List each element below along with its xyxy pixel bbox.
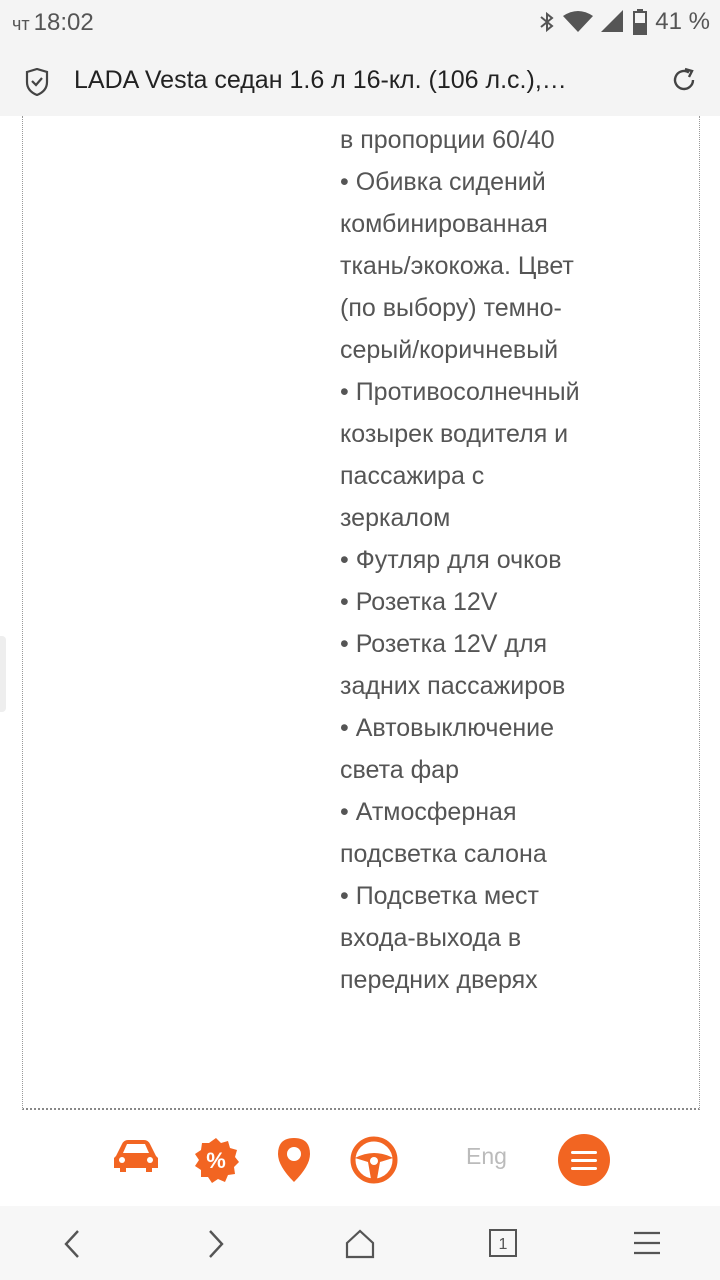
menu-line <box>571 1167 597 1170</box>
equipment-line: серый/коричневый <box>340 336 559 364</box>
browser-toolbar <box>0 1206 720 1280</box>
equipment-line: • Противосолнечный <box>340 378 580 406</box>
side-handle[interactable] <box>0 636 6 712</box>
equipment-line: в пропорции 60/40 <box>340 126 555 154</box>
car-icon[interactable] <box>112 1136 160 1176</box>
tabs-icon[interactable] <box>488 1228 518 1263</box>
equipment-line: (по выбору) темно- <box>340 294 562 322</box>
equipment-line: • Автовыключение <box>340 714 555 742</box>
menu-button[interactable] <box>558 1134 610 1186</box>
home-icon[interactable] <box>344 1228 376 1265</box>
back-icon[interactable] <box>60 1228 84 1265</box>
equipment-line: зеркалом <box>340 504 451 532</box>
equipment-line: козырек водителя и <box>340 420 569 448</box>
equipment-line: • Розетка 12V для <box>340 630 548 658</box>
equipment-line: задних пассажиров <box>340 672 566 700</box>
equipment-line: • Розетка 12V <box>340 588 498 616</box>
reload-icon[interactable] <box>670 66 698 99</box>
site-nav <box>0 1110 720 1206</box>
page-title[interactable]: LADA Vesta седан 1.6 л 16-кл. (106 л.с.),… <box>74 66 567 94</box>
svg-text:%: % <box>206 1148 226 1173</box>
equipment-line: подсветка салона <box>340 840 547 868</box>
equipment-line: • Футляр для очков <box>340 546 562 574</box>
equipment-line: • Атмосферная <box>340 798 517 826</box>
discount-icon[interactable] <box>192 1136 240 1184</box>
page-content[interactable] <box>0 116 720 1110</box>
equipment-line: • Обивка сидений <box>340 168 546 196</box>
equipment-line: комбинированная <box>340 210 548 238</box>
wifi-icon <box>563 10 593 34</box>
shield-check-icon[interactable] <box>24 68 50 101</box>
menu-line <box>571 1159 597 1162</box>
equipment-line: пассажира с <box>340 462 485 490</box>
equipment-line: входа-выхода в <box>340 924 522 952</box>
status-day: чт <box>12 14 30 34</box>
status-indicators <box>539 8 710 36</box>
status-bar <box>0 0 720 46</box>
forward-icon[interactable] <box>204 1228 228 1265</box>
equipment-list <box>340 119 640 1001</box>
tab-count: 1 <box>498 1236 508 1253</box>
steering-wheel-icon[interactable] <box>350 1136 398 1184</box>
status-time: 18:02 <box>33 9 94 36</box>
location-pin-icon[interactable] <box>274 1136 314 1184</box>
battery-percent: 41 % <box>655 8 710 35</box>
browser-menu-icon[interactable] <box>632 1228 662 1263</box>
address-bar[interactable] <box>0 46 720 116</box>
equipment-line: • Подсветка мест <box>340 882 540 910</box>
status-clock <box>12 9 94 37</box>
battery-icon <box>633 9 647 35</box>
signal-icon <box>601 10 625 34</box>
menu-line <box>571 1151 597 1154</box>
bluetooth-icon <box>539 10 555 34</box>
equipment-line: ткань/экокожа. Цвет <box>340 252 574 280</box>
equipment-line: передних дверях <box>340 966 538 994</box>
equipment-line: света фар <box>340 756 459 784</box>
language-switch[interactable]: Eng <box>466 1143 507 1169</box>
